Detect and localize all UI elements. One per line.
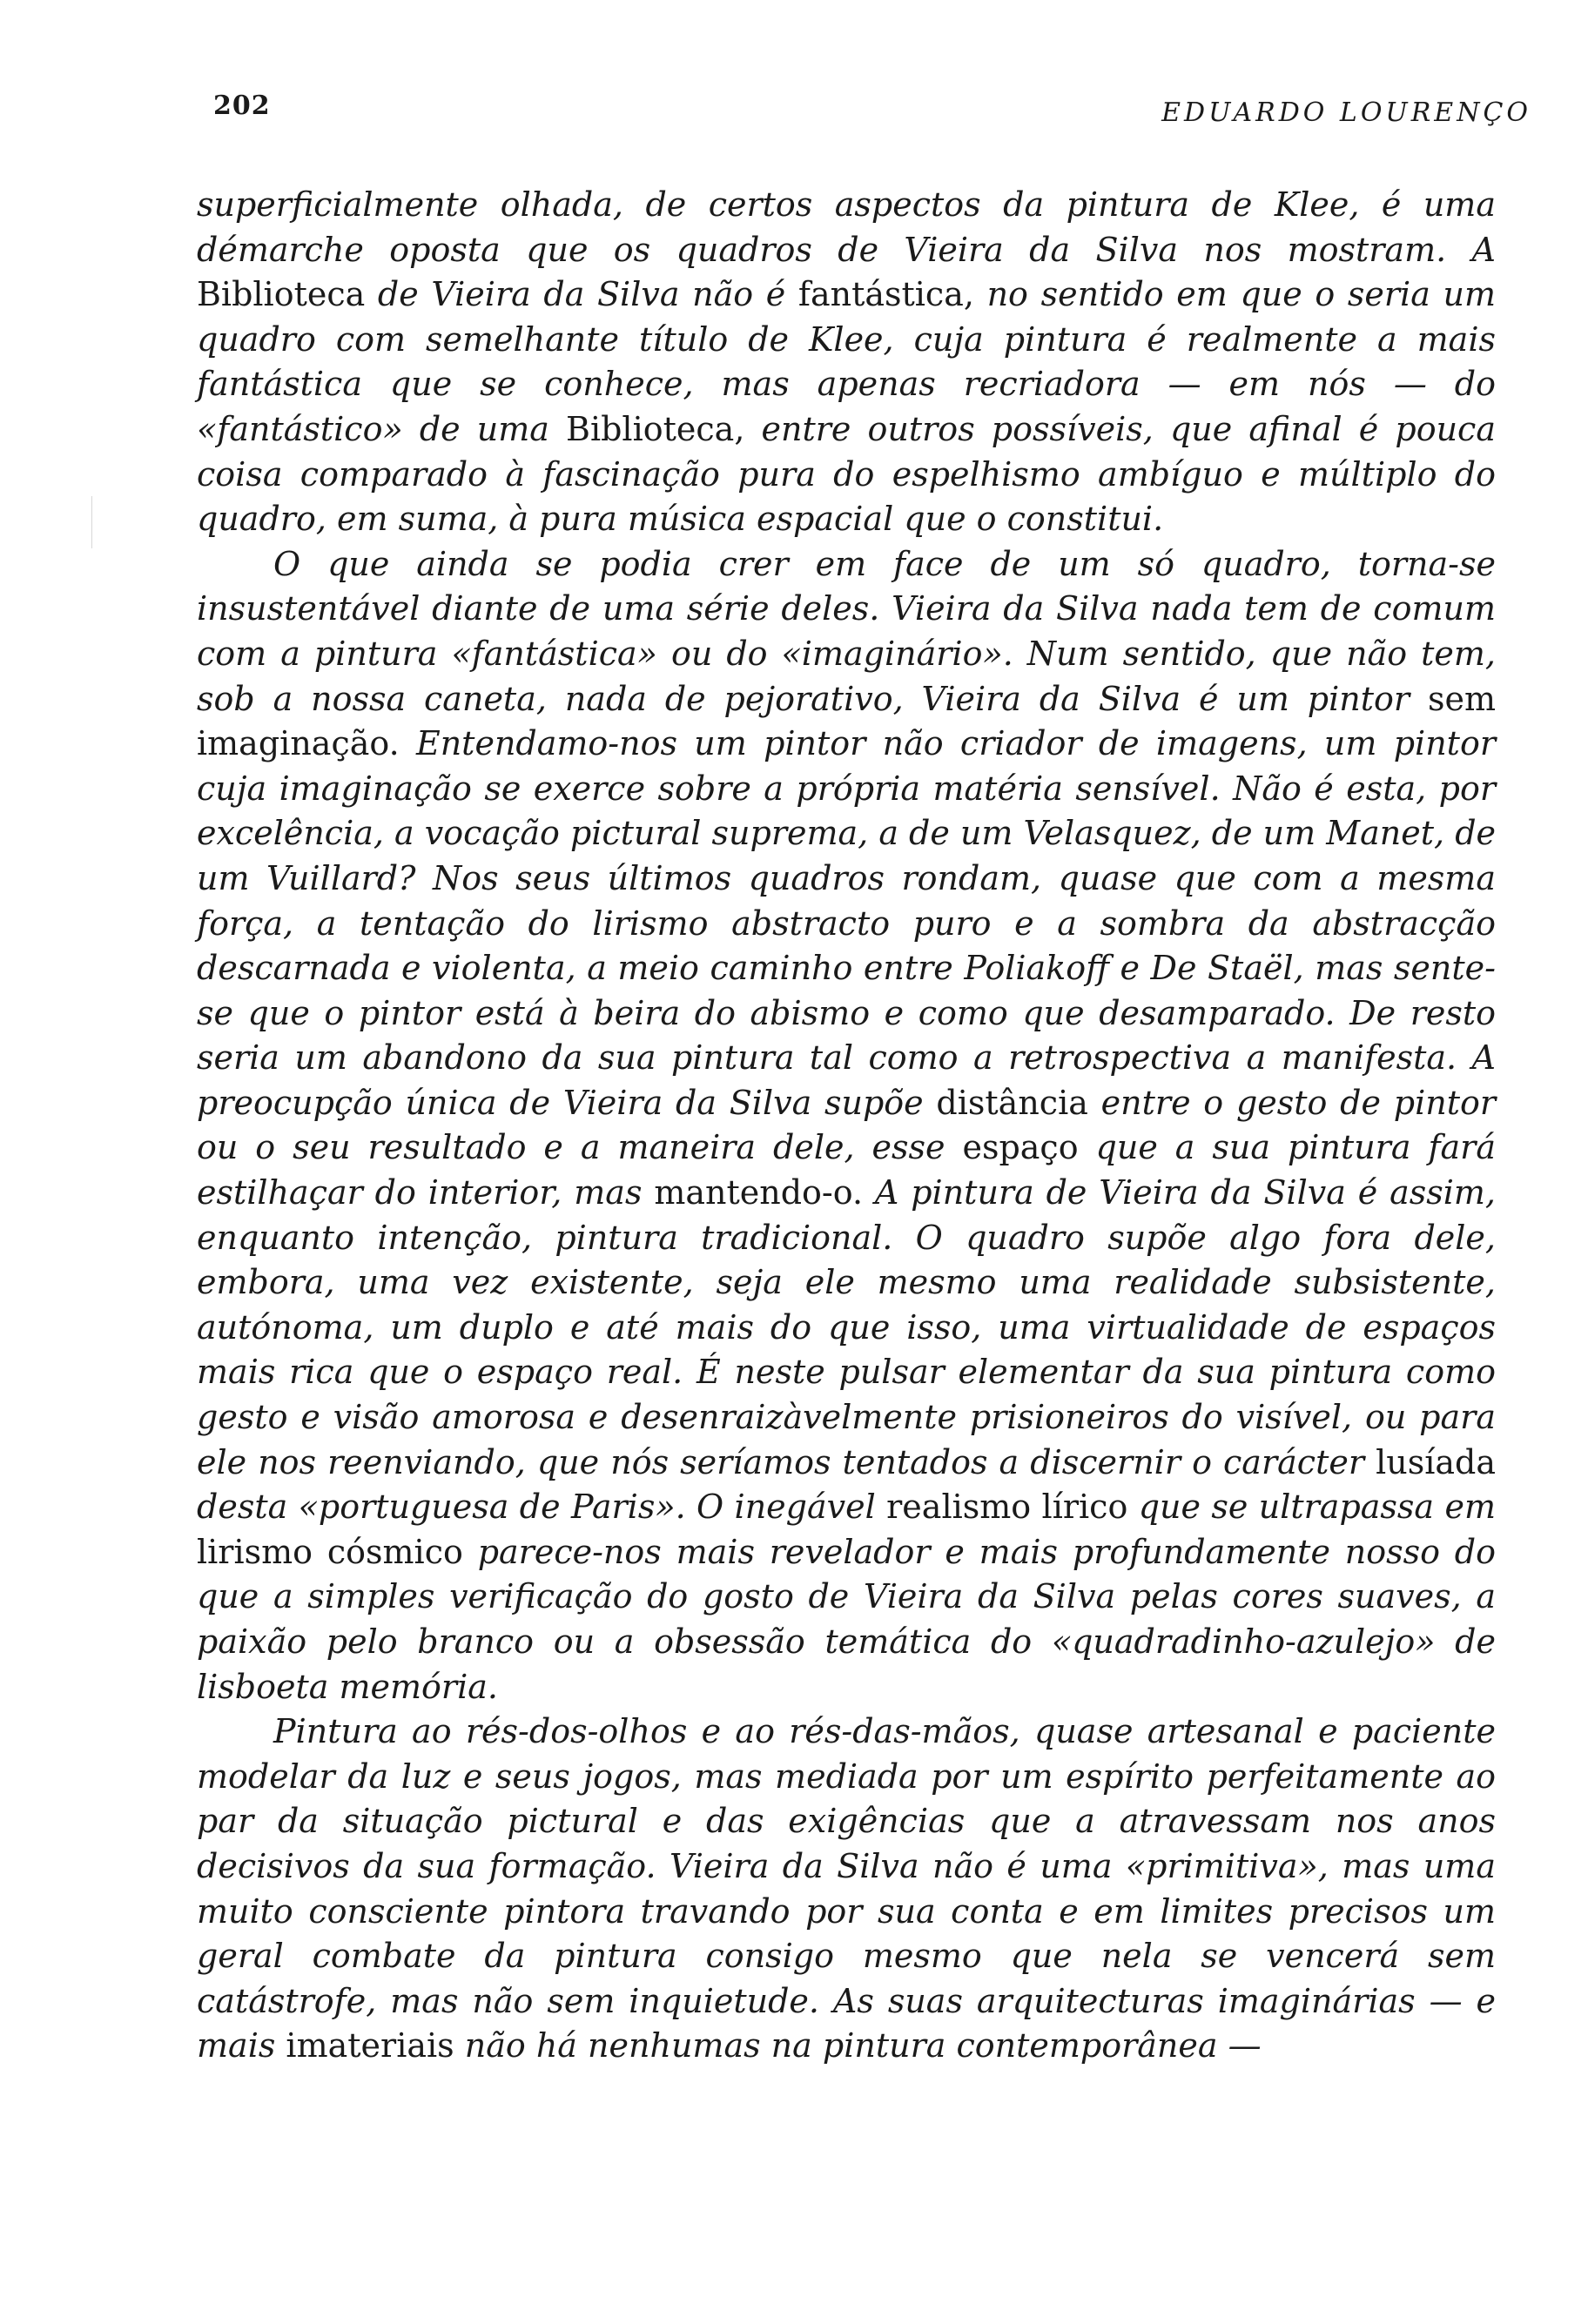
roman-text-run: Biblioteca <box>197 275 366 314</box>
paragraph <box>197 183 1496 542</box>
roman-text-run: sem imaginação. <box>197 679 1496 763</box>
roman-text-run: distância <box>936 1083 1088 1122</box>
italic-text-run: Pintura ao rés-dos-olhos e ao rés-das-mãos, quase artesanal e paciente modelar da luz e seus jogos, mas mediada por um espírito perfeitamente ao par da situação pictural e das exigências que a atravessam nos anos decisivos da sua formação. Vieira da Silva não é uma «primitiva», mas uma muito consciente pintora travando por sua conta e em limites precisos um geral combate da pintura consigo mesmo que nela se vencerá sem catástrofe, mas não sem inquietude. As suas arquitecturas imaginárias — e mais <box>197 1712 1496 2065</box>
paragraph <box>197 1709 1496 2069</box>
italic-text-run: no sentido em que o seria um quadro com semelhante título de Klee, cuja pintura é realmente a mais fantástica que se conhece, mas apenas recriadora — em nós — do «fantástico» de uma <box>197 275 1496 448</box>
body-text <box>197 183 1496 2069</box>
roman-text-run: realismo lírico <box>886 1488 1128 1527</box>
italic-text-run: que a sua pintura fará estilhaçar do interior, mas <box>197 1128 1496 1212</box>
paragraph <box>197 542 1496 1709</box>
italic-text-run: O que ainda se podia crer em face de um só quadro, torna-se insustentável diante de uma série deles. Vieira da Silva nada tem de comum com a pintura «fantástica» ou do «imaginário». Num sentido, que não tem, sob a nossa caneta, nada de pejorativo, Vieira da Silva é um pintor <box>197 544 1496 718</box>
italic-text-run: A pintura de Vieira da Silva é assim, enquanto intenção, pintura tradicional. O quadro supõe algo fora dele, embora, uma vez existente, seja ele mesmo uma realidade subsistente, autónoma, um duplo e até mais do que isso, uma virtualidade de espaços mais rica que o espaço real. É neste pulsar elementar da sua pintura como gesto e visão amorosa e desenraizàvelmente prisioneiros do visível, ou para ele nos reenviando, que nós seríamos tentados a discernir o carácter <box>197 1173 1496 1481</box>
italic-text-run: entre o gesto de pintor ou o seu resultado e a maneira dele, esse <box>197 1083 1497 1167</box>
roman-text-run: Biblioteca, <box>566 409 745 448</box>
italic-text-run: que se ultrapassa em <box>1127 1488 1496 1527</box>
italic-text-run: Entendamo-nos um pintor não criador de imagens, um pintor cuja imaginação se exerce sobre a própria matéria sensível. Não é esta, por excelência, a vocação pictural suprema, a de um Velasquez, de um Manet, de um Vuillard? Nos seus últimos quadros rondam, quase que com a mesma força, a tentação do lirismo abstracto puro e a sombra da abstracção descarnada e violenta, a meio caminho entre Poliakoff e De Staël, mas sente-se que o pintor está à beira do abismo e como que desamparado. De resto seria um abandono da sua pintura tal como a retrospectiva a manifesta. A preocupção única de Vieira da Silva supõe <box>197 724 1497 1122</box>
roman-text-run: imateriais <box>286 2026 454 2065</box>
roman-text-run: mantendo-o. <box>654 1173 864 1212</box>
italic-text-run: parece-nos mais revelador e mais profundamente nosso do que a simples verificação do gosto de Vieira da Silva pelas cores suaves, a paixão pelo branco ou a obsessão temática do «quadradinho-azulejo» de lisboeta memória. <box>197 1532 1497 1706</box>
margin-mark <box>91 496 92 548</box>
roman-text-run: espaço <box>962 1128 1079 1167</box>
italic-text-run: desta «portuguesa de Paris». O inegável <box>197 1488 887 1527</box>
roman-text-run: lirismo cósmico <box>197 1532 463 1571</box>
roman-text-run: fantástica, <box>797 275 974 314</box>
running-head: EDUARDO LOURENÇO <box>1161 97 1531 128</box>
italic-text-run: superficialmente olhada, de certos aspectos da pintura de Klee, é uma démarche oposta que os quadros de Vieira da Silva nos mostram. A <box>197 185 1496 269</box>
roman-text-run: lusíada <box>1376 1442 1496 1481</box>
italic-text-run: entre outros possíveis, que afinal é pouca coisa comparado à fascinação pura do espelhismo ambíguo e múltiplo do quadro, em suma, à pura música espacial que o constitui. <box>197 409 1496 539</box>
page-number: 202 <box>213 91 271 121</box>
italic-text-run: de Vieira da Silva não é <box>365 275 798 314</box>
italic-text-run: não há nenhumas na pintura contemporânea — <box>454 2026 1262 2065</box>
